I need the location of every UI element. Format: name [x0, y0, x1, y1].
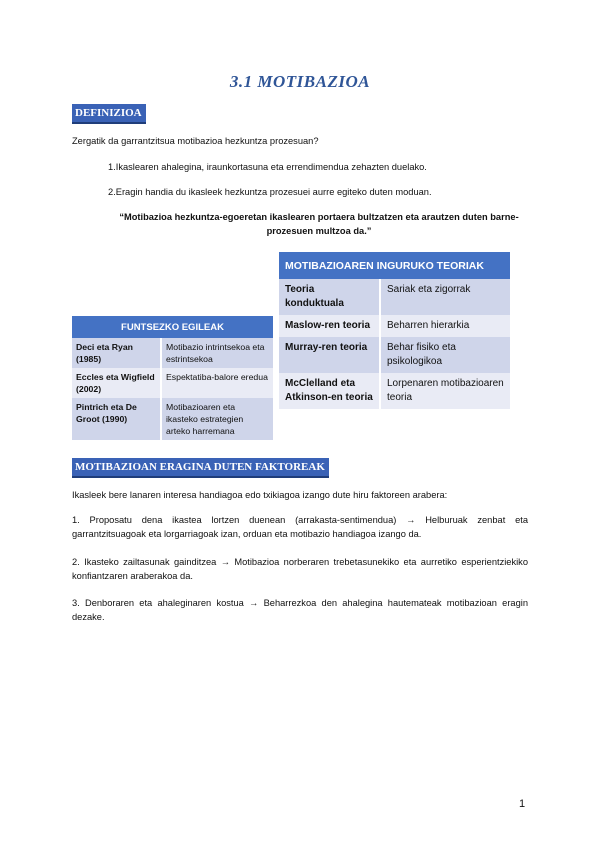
question-text: Zergatik da garrantzitsua motibazioa hezkuntza prozesuan?: [72, 136, 319, 146]
egileak-header: FUNTSEZKO EGILEAK: [72, 316, 273, 338]
author-name: Pintrich eta De Groot (1990): [72, 398, 161, 440]
faktoreak-intro: Ikasleek bere lanaren interesa handiagoa edo txikiagoa izango dute hiru faktoreen arabera:: [72, 490, 448, 500]
page-number: 1: [519, 798, 526, 810]
table-row: [279, 279, 510, 315]
point-2: 2.Eragin handia du ikasleek hezkuntza prozesuei aurre egiteko duten moduan.: [108, 187, 432, 197]
table-row: [72, 368, 273, 398]
theory-desc: Behar fisiko eta psikologikoa: [380, 337, 510, 373]
page-title: 3.1 MOTIBAZIOA: [229, 72, 371, 91]
author-desc: Motibazio intrintsekoa eta estrintsekoa: [161, 338, 273, 368]
theory-name: McClelland eta Atkinson-en teoria: [279, 373, 380, 409]
factor-3: 3. Denboraren eta ahaleginaren kostua → Beharrezkoa den ahalegina hautemateak motibazioan eragin dezake.: [72, 598, 528, 622]
egileak-table: [72, 316, 273, 440]
table-row: [279, 337, 510, 373]
definition-quote: “Motibazioa hezkuntza-egoeretan ikaslearen portaera bultzatzen eta arautzen duten barne-prozesuen multzoa da.”: [119, 212, 519, 236]
theory-desc: Beharren hierarkia: [380, 315, 510, 337]
factor-2: 2. Ikasteko zailtasunak gainditzea → Motibazioa norberaren trebetasunekiko eta aurretiko esperientziekiko konfiantzaren araberakoa da.: [72, 557, 528, 581]
table-row: [279, 315, 510, 337]
author-name: Deci eta Ryan (1985): [72, 338, 161, 368]
point-1: 1.Ikaslearen ahalegina, iraunkortasuna eta errendimendua zehazten duelako.: [108, 162, 427, 172]
section-heading-definizioa: DEFINIZIOA: [72, 104, 146, 124]
factor-1: 1. Proposatu dena ikastea lortzen duenean (arrakasta-sentimendua) → Helburuak zenbat eta garrantzitsuagoak eta lorgarriagoak izan, orduan eta motibazio handiagoa izango da.: [72, 515, 528, 539]
teoriak-table: [279, 252, 510, 409]
teoriak-header: MOTIBAZIOAREN INGURUKO TEORIAK: [279, 252, 510, 279]
theory-name: Teoria konduktuala: [279, 279, 380, 315]
author-desc: Espektatiba-balore eredua: [161, 368, 273, 398]
table-row: [279, 373, 510, 409]
author-name: Eccles eta Wigfield (2002): [72, 368, 161, 398]
author-desc: Motibazioaren eta ikasteko estrategien arteko harremana: [161, 398, 273, 440]
theory-name: Murray-ren teoria: [279, 337, 380, 373]
theory-desc: Lorpenaren motibazioaren teoria: [380, 373, 510, 409]
section-heading-faktoreak: MOTIBAZIOAN ERAGINA DUTEN FAKTOREAK: [72, 458, 329, 478]
theory-desc: Sariak eta zigorrak: [380, 279, 510, 315]
table-row: [72, 398, 273, 440]
table-row: [72, 338, 273, 368]
theory-name: Maslow-ren teoria: [279, 315, 380, 337]
